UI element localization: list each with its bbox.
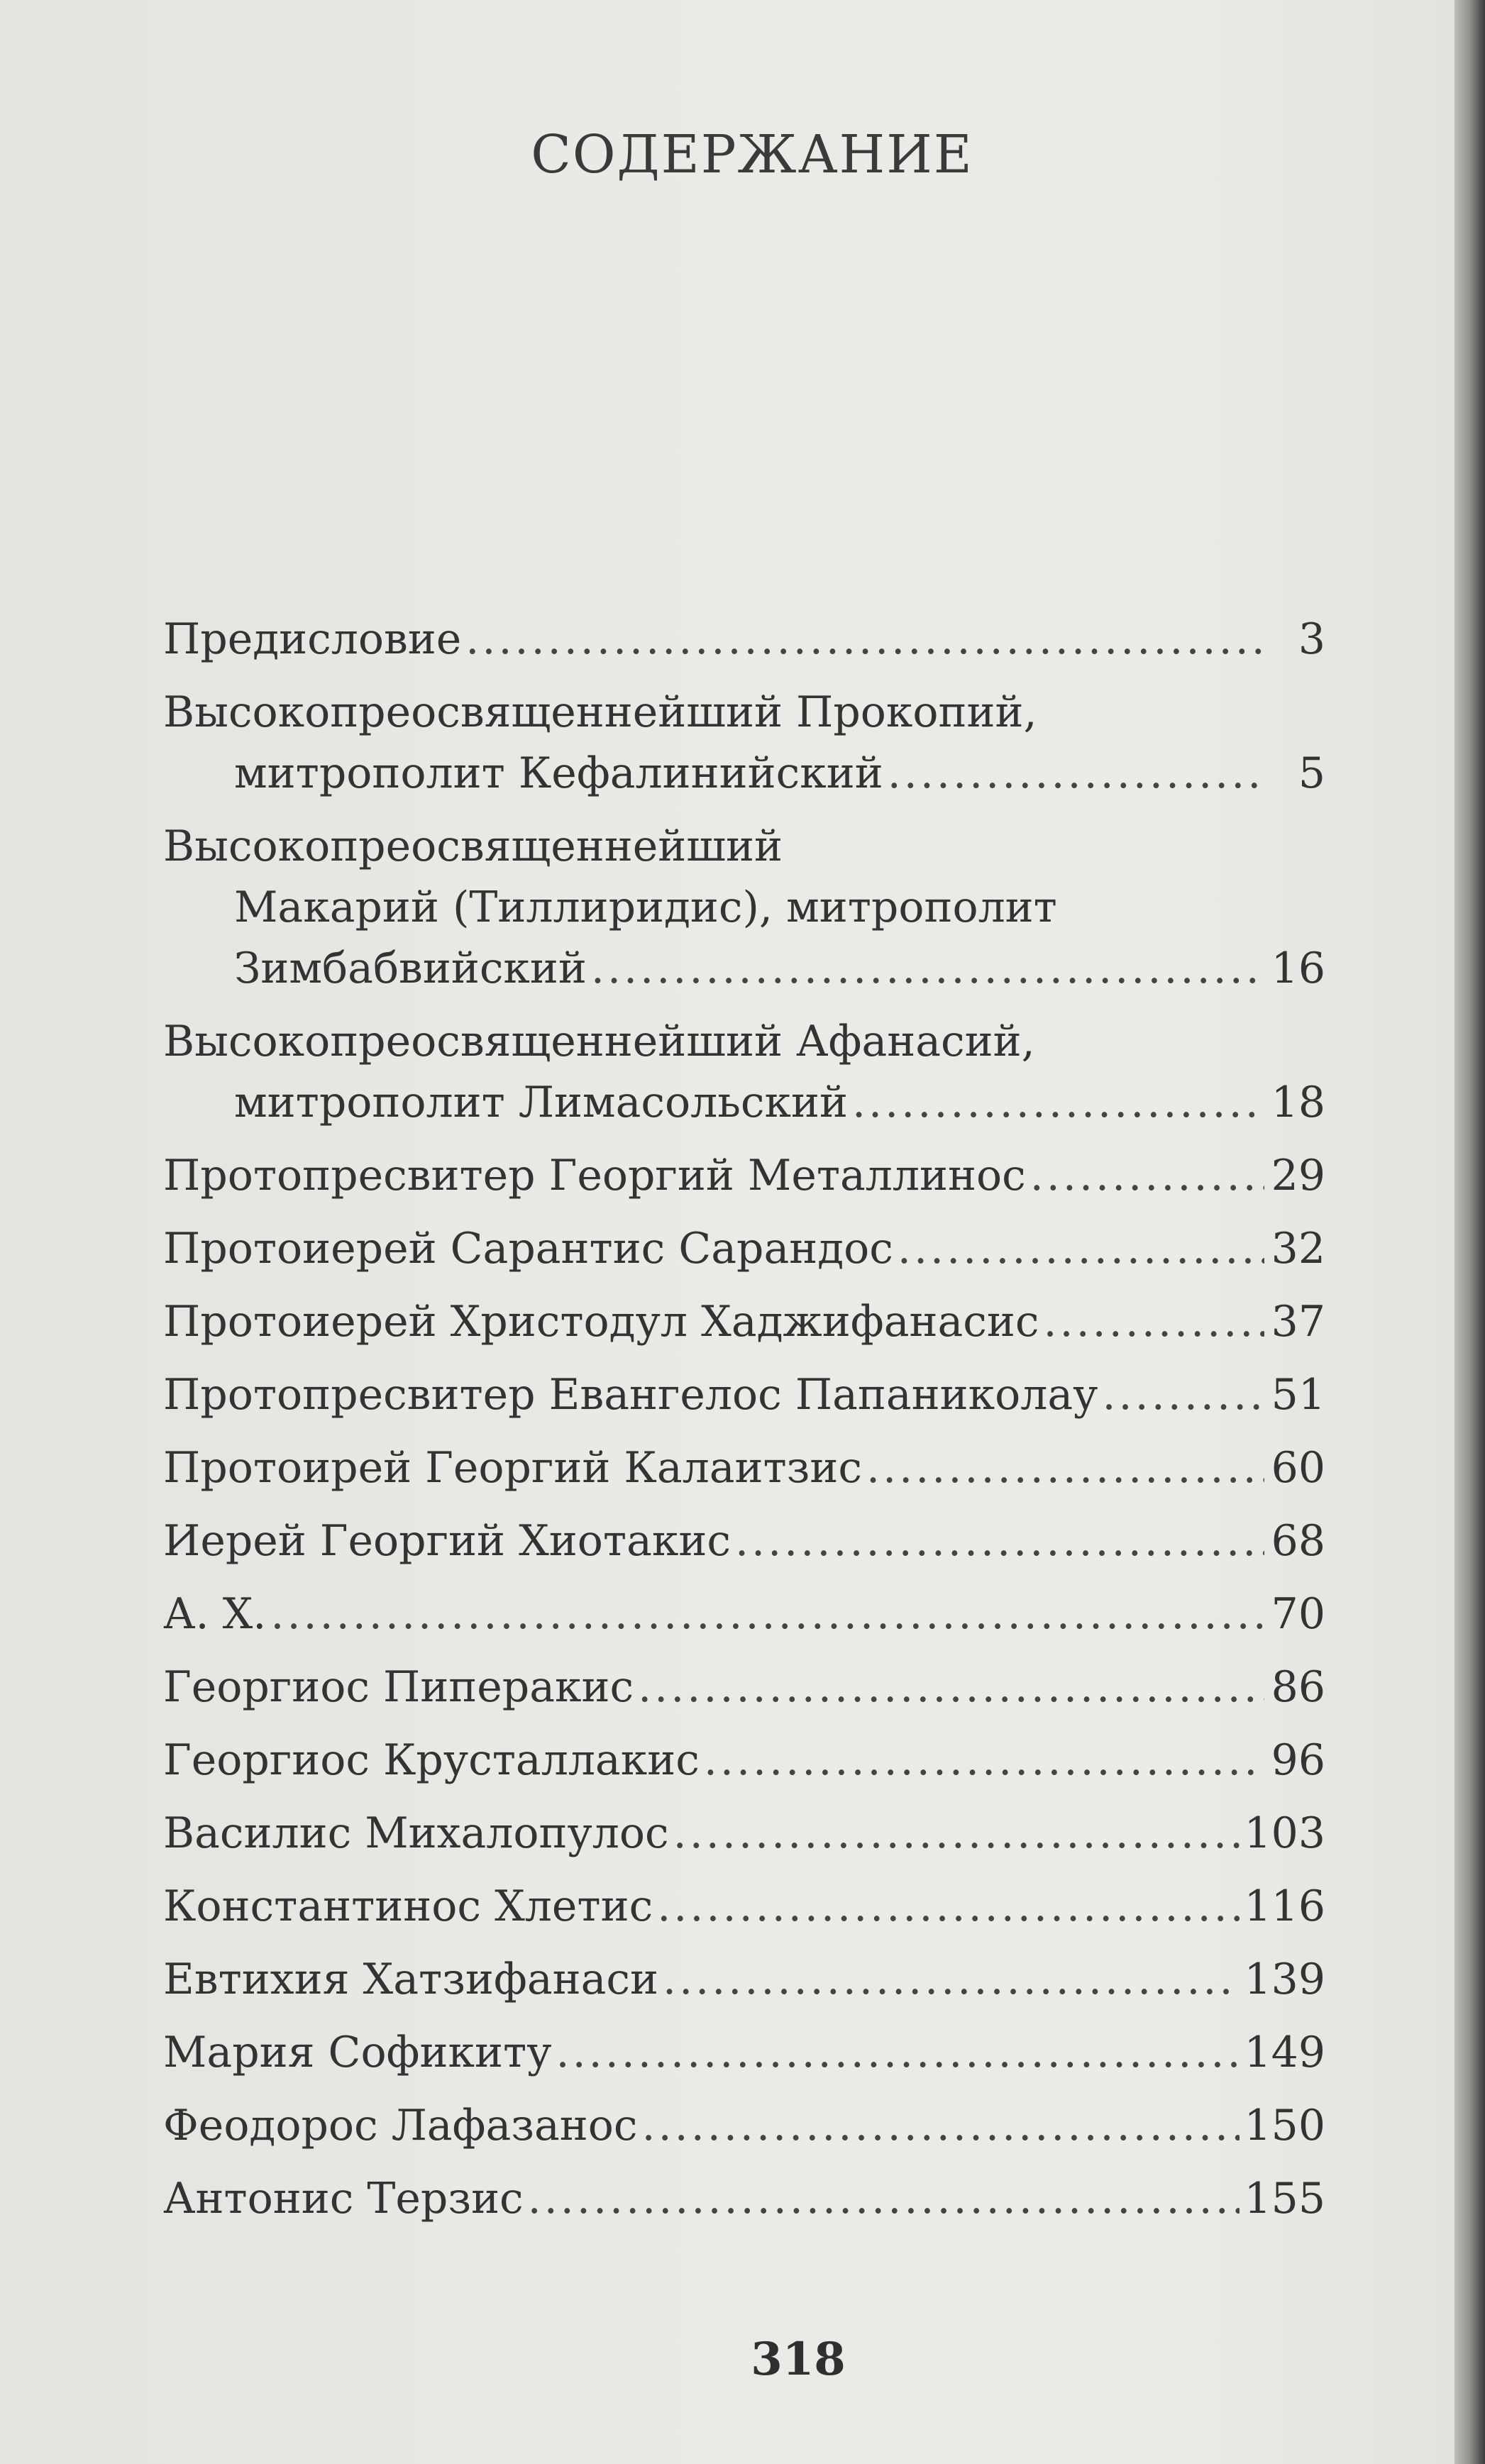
- toc-entry-line: [163, 1072, 1325, 1133]
- toc-entry: [163, 1011, 1325, 1133]
- toc-entry-line: [163, 1011, 1325, 1072]
- toc-entry-title: Зимбабвийский: [234, 944, 587, 993]
- toc-entry: [163, 1730, 1325, 1791]
- toc-entry-title: Феодорос Лафазанос: [163, 2101, 638, 2150]
- toc-entry-page: 68: [1271, 1516, 1325, 1566]
- toc-entry-title: Мария Софикиту: [163, 2028, 552, 2077]
- toc-entry-title: митрополит Кефалинийский: [234, 748, 883, 798]
- dot-leader: [898, 1218, 1264, 1279]
- toc-entry-page: 32: [1271, 1224, 1325, 1274]
- toc-entry: [163, 1657, 1325, 1718]
- dot-leader: [704, 1730, 1264, 1791]
- toc-entry-page: 116: [1244, 1882, 1325, 1931]
- toc-entry-page: 70: [1271, 1589, 1325, 1639]
- toc-entry: [163, 682, 1325, 804]
- toc-entry-line: [163, 1803, 1325, 1864]
- toc-entry-title: Протоиерей Сарантис Сарандос: [163, 1224, 893, 1274]
- toc-entry-line: [163, 1437, 1325, 1498]
- toc-entry-page: 51: [1271, 1370, 1325, 1420]
- dot-leader: [663, 1949, 1240, 2010]
- toc-entry-title: Евтихия Хатзифанаси: [163, 1955, 658, 2004]
- dot-leader: [591, 938, 1264, 999]
- toc-entry-line: [163, 1218, 1325, 1279]
- toc-entry-page: 139: [1244, 1955, 1325, 2004]
- toc-entry: [163, 1949, 1325, 2010]
- toc-entry-page: 86: [1271, 1662, 1325, 1712]
- toc-entry-line: [163, 1584, 1325, 1645]
- toc-entry-title: Высокопреосвященнейший Афанасий,: [163, 1017, 1035, 1066]
- toc-entry-page: 3: [1298, 614, 1325, 664]
- toc-entry: [163, 1584, 1325, 1645]
- toc-entry-page: 103: [1244, 1808, 1325, 1858]
- toc-entry-line: [163, 2095, 1325, 2156]
- toc-entry-title: А. Х.: [163, 1589, 267, 1639]
- table-of-contents: [163, 609, 1325, 2241]
- toc-entry-title: Антонис Терзис: [163, 2174, 524, 2223]
- toc-entry: [163, 1145, 1325, 1206]
- toc-entry: [163, 609, 1325, 670]
- dot-leader: [642, 2095, 1240, 2156]
- toc-entry-title: Протоирей Георгий Калаитзис: [163, 1443, 862, 1493]
- dot-leader: [735, 1510, 1264, 1571]
- toc-entry: [163, 1218, 1325, 1279]
- toc-entry-title: Василис Михалопулос: [163, 1808, 669, 1858]
- toc-entry-page: 29: [1271, 1151, 1325, 1200]
- toc-entry-line: [163, 609, 1325, 670]
- toc-entry-page: 155: [1244, 2174, 1325, 2223]
- toc-entry: [163, 1510, 1325, 1571]
- toc-entry-title: Константинос Хлетис: [163, 1882, 653, 1931]
- toc-entry-title: Протопресвитер Евангелос Папаниколау: [163, 1370, 1098, 1420]
- toc-entry: [163, 816, 1325, 999]
- toc-entry-title: Высокопреосвященнейший Прокопий,: [163, 687, 1037, 737]
- toc-entry-title: Макарий (Тиллиридис), митрополит: [234, 883, 1057, 932]
- toc-entry: [163, 2168, 1325, 2229]
- toc-entry: [163, 1803, 1325, 1864]
- dot-leader: [673, 1803, 1240, 1864]
- dot-leader: [1102, 1364, 1264, 1425]
- toc-entry: [163, 2022, 1325, 2083]
- dot-leader: [638, 1657, 1264, 1718]
- toc-entry-title: Высокопреосвященнейший: [163, 822, 783, 871]
- toc-entry: [163, 1876, 1325, 1937]
- toc-entry-line: [163, 1876, 1325, 1937]
- toc-entry-line: [163, 1364, 1325, 1425]
- toc-entry-line: [163, 1730, 1325, 1791]
- toc-entry: [163, 1437, 1325, 1498]
- dot-leader: [270, 1584, 1264, 1645]
- toc-entry-line: [163, 877, 1325, 938]
- toc-entry-title: Предисловие: [163, 614, 462, 664]
- toc-entry-line: [163, 816, 1325, 877]
- toc-entry-line: [163, 1657, 1325, 1718]
- toc-entry-title: митрополит Лимасольский: [234, 1078, 848, 1127]
- toc-entry-title: Георгиос Крусталлакис: [163, 1735, 700, 1785]
- dot-leader: [852, 1072, 1264, 1133]
- toc-entry: [163, 1291, 1325, 1352]
- page-title: СОДЕРЖАНИЕ: [531, 124, 973, 185]
- dot-leader: [657, 1876, 1240, 1937]
- dot-leader: [1043, 1291, 1264, 1352]
- toc-entry-line: [163, 2168, 1325, 2229]
- toc-entry-line: [163, 2022, 1325, 2083]
- toc-entry: [163, 2095, 1325, 2156]
- toc-entry-page: 18: [1271, 1078, 1325, 1127]
- toc-entry-title: Георгиос Пиперакис: [163, 1662, 634, 1712]
- toc-entry-line: [163, 1145, 1325, 1206]
- toc-entry-title: Протоиерей Христодул Хаджифанасис: [163, 1297, 1039, 1347]
- dot-leader: [1030, 1145, 1264, 1206]
- toc-entry: [163, 1364, 1325, 1425]
- toc-entry-page: 149: [1244, 2028, 1325, 2077]
- dot-leader: [528, 2168, 1240, 2229]
- dot-leader: [465, 609, 1264, 670]
- page-number: 318: [751, 2333, 846, 2386]
- toc-entry-title: Протопресвитер Георгий Металлинос: [163, 1151, 1026, 1200]
- toc-entry-line: [163, 1291, 1325, 1352]
- dot-leader: [556, 2022, 1240, 2083]
- toc-entry-line: [163, 743, 1325, 804]
- toc-entry-line: [163, 938, 1325, 999]
- dot-leader: [866, 1437, 1264, 1498]
- toc-entry-title: Иерей Георгий Хиотакис: [163, 1516, 731, 1566]
- dot-leader: [888, 743, 1264, 804]
- toc-entry-page: 16: [1271, 944, 1325, 993]
- toc-entry-page: 60: [1271, 1443, 1325, 1493]
- page-edge: [1454, 0, 1485, 2464]
- toc-entry-page: 37: [1271, 1297, 1325, 1347]
- toc-entry-line: [163, 682, 1325, 743]
- toc-entry-page: 150: [1244, 2101, 1325, 2150]
- toc-entry-page: 96: [1271, 1735, 1325, 1785]
- toc-entry-line: [163, 1510, 1325, 1571]
- toc-entry-page: 5: [1298, 748, 1325, 798]
- toc-entry-line: [163, 1949, 1325, 2010]
